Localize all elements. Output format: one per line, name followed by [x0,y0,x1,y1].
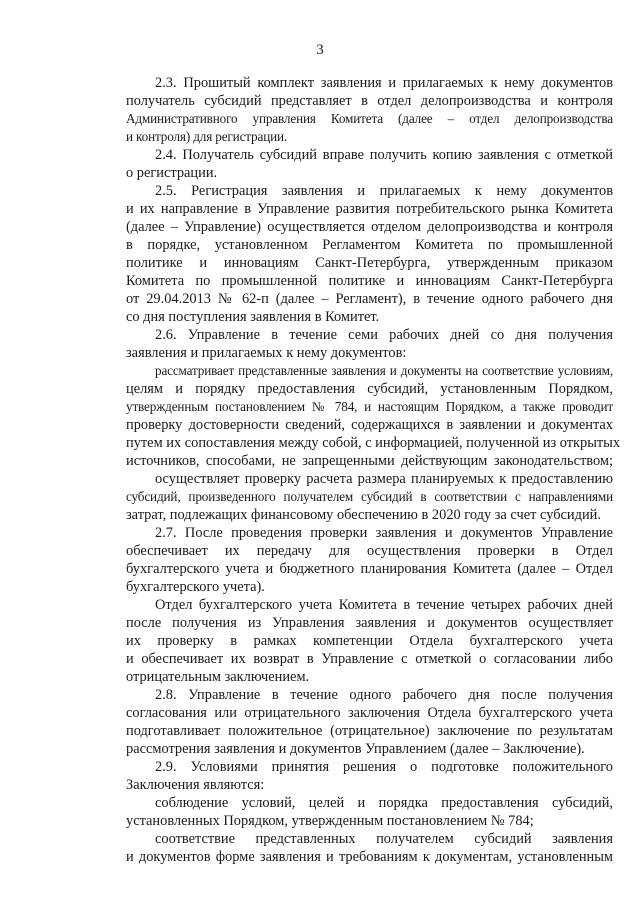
text-line: путем их сопоставления между собой, с информацией, полученной из открытых [126,435,621,451]
text-line: рассмотрения заявления и документов Управлением (далее – Заключение). [126,741,585,757]
document-body [126,74,621,866]
text-line: 2.4. Получатель субсидий вправе получить копию заявления с отметкой [155,147,613,163]
text-line: соответствие представленных получателем субсидий заявления [155,831,613,847]
text-line: рассматривает представленные заявления и документы на соответствие условиям, [155,363,613,378]
text-line: отрицательным заключением. [126,669,310,685]
text-line: затрат, подлежащих финансовому обеспечению в 2020 году за счет субсидий. [126,507,601,523]
text-line: после получения из Управления заявления и документов осуществляет [126,615,613,631]
text-line: от 29.04.2013 № 62-п (далее – Регламент), в течение одного рабочего дня [126,291,613,307]
text-line: со дня поступления заявления в Комитет. [126,309,380,325]
text-line: 2.5. Регистрация заявления и прилагаемых к нему документов [155,183,613,199]
text-line: осуществляет проверку расчета размера планируемых к предоставлению [155,471,613,487]
text-line: 2.7. После проведения проверки заявления и документов Управление [155,525,613,541]
text-line: 2.9. Условиями принятия решения о подготовке положительного [155,759,613,775]
text-line: целям и порядку предоставления субсидий, установленным Порядком, [126,381,613,397]
text-line: 2.6. Управление в течение семи рабочих дней со дня получения [155,327,613,343]
text-line: заявления и прилагаемых к нему документов: [126,345,407,361]
text-line: Административного управления Комитета (далее – отдел делопроизводства [126,111,613,126]
text-line: бухгалтерского учета и бюджетного планирования Комитета (далее – Отдел [126,561,613,577]
text-line: соблюдение условий, целей и порядка предоставления субсидий, [155,795,613,811]
text-line: и обеспечивает их возврат в Управление с отметкой о согласовании либо [126,651,613,667]
text-line: (далее – Управление) осуществляется отделом делопроизводства и контроля [126,219,613,235]
text-line: проверку достоверности сведений, содержащихся в заявлении и документах [126,417,613,433]
text-line: и контроля) для регистрации. [126,129,288,144]
text-line: согласования или отрицательного заключения Отдела бухгалтерского учета [126,705,613,721]
text-line: и их направление в Управление развития потребительского рынка Комитета [126,201,613,217]
text-line: получатель субсидий представляет в отдел делопроизводства и контроля [126,93,613,109]
text-line: политике и инновациям Санкт-Петербурга, утвержденным приказом [126,255,613,271]
text-line: подготавливает положительное (отрицательное) заключение по результатам [126,723,613,739]
text-line: Отдел бухгалтерского учета Комитета в течение четырех рабочих дней [155,597,613,613]
text-line: Заключения являются: [126,777,265,793]
text-line: их проверку в рамках компетенции Отдела бухгалтерского учета [126,633,613,649]
text-line: в порядке, установленном Регламентом Комитета по промышленной [126,237,613,253]
text-line: бухгалтерского учета). [126,579,265,595]
page-number: 3 [316,42,324,58]
text-line: установленных Порядком, утвержденным постановлением № 784; [126,813,534,829]
text-line: Комитета по промышленной политике и инновациям Санкт-Петербурга [126,273,613,289]
text-line: источников, способами, не запрещенными действующим законодательством; [126,453,613,469]
text-line: 2.8. Управление в течение одного рабочего дня после получения [155,687,613,703]
text-line: обеспечивает их передачу для осуществления проверки в Отдел [126,543,613,559]
text-line: утвержденным постановлением № 784, и настоящим Порядком, а также проводит [126,399,613,414]
text-line: субсидий, произведенного получателем субсидий в соответствии с направлениями [126,489,613,504]
text-line: 2.3. Прошитый комплект заявления и прилагаемых к нему документов [155,75,613,91]
text-line: о регистрации. [126,165,218,181]
text-line: и документов форме заявления и требованиям к документам, установленным [126,849,613,865]
